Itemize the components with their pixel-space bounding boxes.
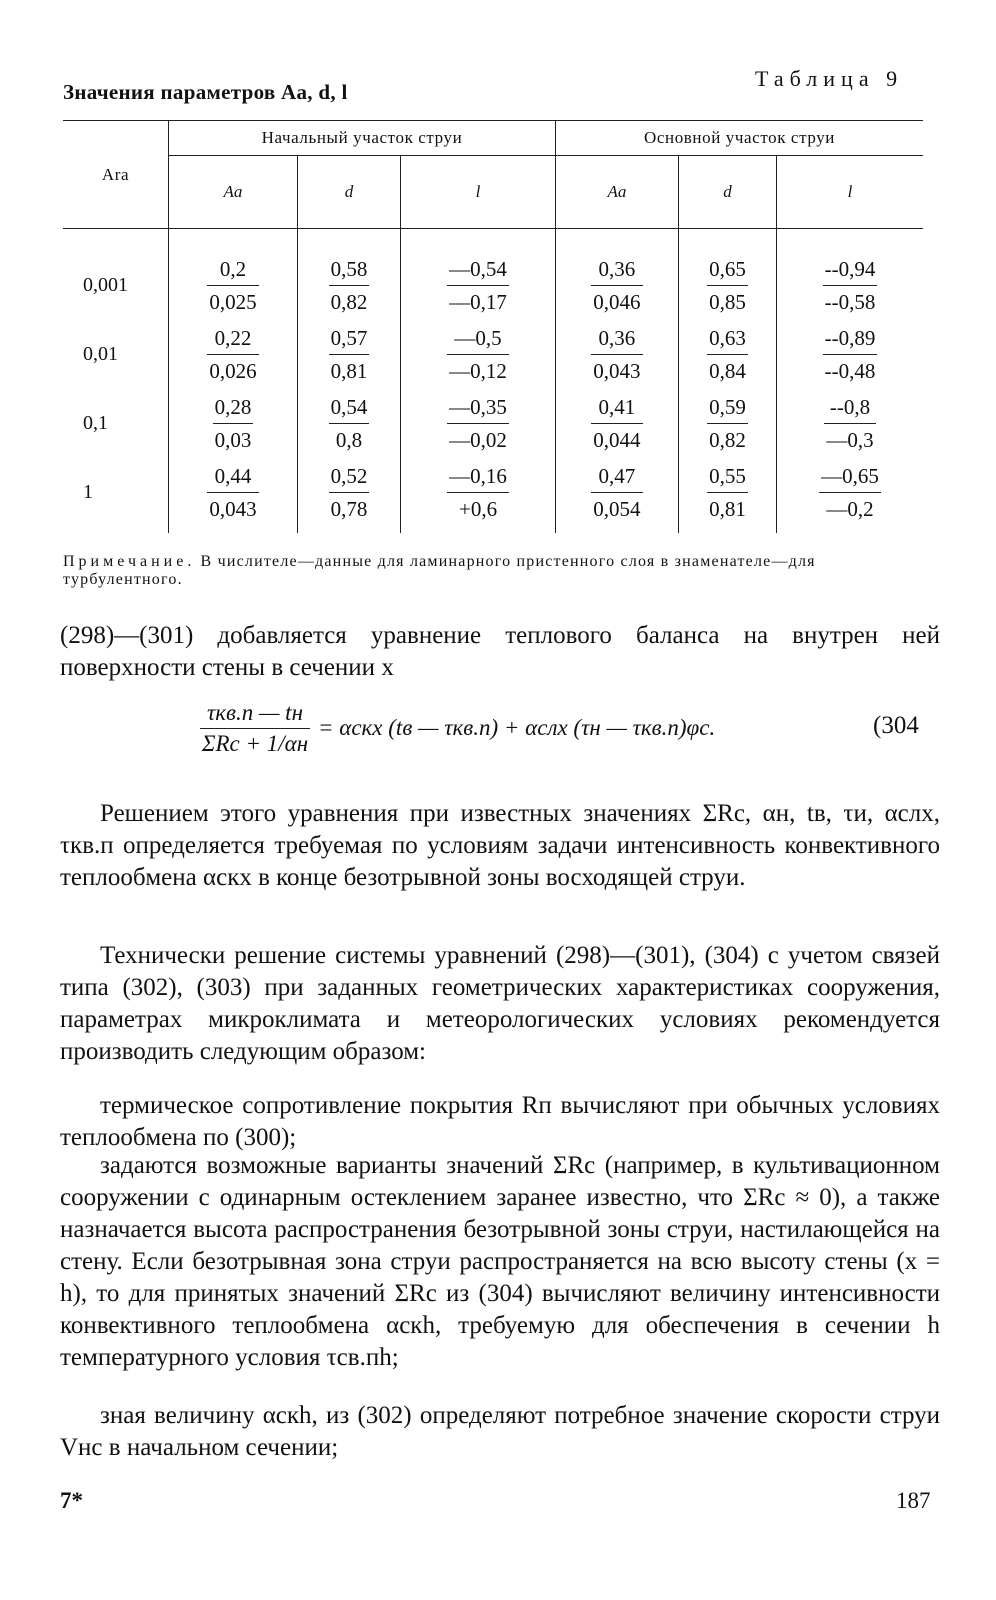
column-header: l xyxy=(401,156,556,229)
table-cell xyxy=(169,389,298,458)
equation-numerator: τкв.п — tн xyxy=(200,700,310,729)
fraction-value xyxy=(824,391,875,456)
page-number: 187 xyxy=(896,1488,931,1513)
turbulent-value: 0,82 xyxy=(330,290,368,314)
fraction-value xyxy=(591,460,642,525)
fraction-value xyxy=(207,322,258,387)
laminar-value: 0,36 xyxy=(591,253,642,286)
fraction-value xyxy=(329,460,370,525)
note-text: В числителе—данные для ламинарного пристенного слоя в знаменателе—для турбулентного. xyxy=(63,553,816,588)
ar-value: 0,001 xyxy=(83,274,128,296)
laminar-value: —0,65 xyxy=(819,460,881,493)
laminar-value: 0,47 xyxy=(591,460,642,493)
turbulent-value: —0,02 xyxy=(449,428,507,452)
turbulent-value: 0,046 xyxy=(593,290,641,314)
fraction-value xyxy=(707,253,748,318)
table-title: Значения параметров Aa, d, l xyxy=(63,80,348,104)
turbulent-value: —0,2 xyxy=(826,497,874,521)
column-header: d xyxy=(298,156,401,229)
table-cell xyxy=(556,389,679,458)
column-header: Aa xyxy=(169,156,298,229)
table-note xyxy=(63,553,923,589)
group-header-main: Основной участок струи xyxy=(556,121,924,156)
laminar-value: 0,44 xyxy=(207,460,258,493)
table-cell xyxy=(401,389,556,458)
fraction-value xyxy=(447,253,509,318)
fraction-value xyxy=(329,322,370,387)
table-cell xyxy=(401,320,556,389)
laminar-value: —0,5 xyxy=(447,322,509,355)
laminar-value: 0,57 xyxy=(329,322,370,355)
equation-number: (304 xyxy=(873,712,919,739)
paragraph: термическое сопротивление покрытия Rп вычисляют при обычных условиях теплообмена по (300); xyxy=(60,1092,940,1151)
table-cell xyxy=(678,389,776,458)
table-cell xyxy=(678,320,776,389)
parameters-table xyxy=(63,120,923,533)
laminar-value: 0,54 xyxy=(329,391,370,424)
fraction-value xyxy=(823,322,878,387)
table-row xyxy=(63,458,923,533)
turbulent-value: —0,3 xyxy=(826,428,874,452)
table-label: Таблица 9 xyxy=(755,66,904,91)
paragraph: Технически решение системы уравнений (298)—(301), (304) с учетом связей типа (302), (303) при заданных геометрических характеристиках сооружения, параметрах микроклимата и метеорологических условиях рекомендуется производить следующим образом: xyxy=(60,942,940,1065)
turbulent-value: --0,58 xyxy=(824,290,876,314)
column-header: l xyxy=(777,156,923,229)
fraction-value xyxy=(591,391,642,456)
ar-value: 1 xyxy=(83,481,93,503)
table-cell xyxy=(169,458,298,533)
table-row xyxy=(63,389,923,458)
turbulent-value: 0,054 xyxy=(593,497,641,521)
table-cell xyxy=(556,229,679,321)
table-cell xyxy=(169,229,298,321)
table-cell xyxy=(777,458,923,533)
turbulent-value: 0,84 xyxy=(709,359,746,383)
turbulent-value: 0,026 xyxy=(209,359,257,383)
table-cell xyxy=(401,229,556,321)
table-cell xyxy=(298,229,401,321)
laminar-value: --0,8 xyxy=(824,391,875,424)
table-cell xyxy=(777,320,923,389)
table-cell xyxy=(298,458,401,533)
fraction-value xyxy=(823,253,878,318)
laminar-value: 0,41 xyxy=(591,391,642,424)
column-header: Aa xyxy=(556,156,679,229)
table-cell xyxy=(556,320,679,389)
fraction-value xyxy=(707,460,748,525)
fraction-value xyxy=(447,460,509,525)
laminar-value: --0,94 xyxy=(823,253,878,286)
laminar-value: 0,36 xyxy=(591,322,642,355)
paragraph: задаются возможные варианты значений ΣRс (например, в культивационном сооружении с одинарным остеклением заранее известно, что ΣRс ≈ 0), а также назначается высота распространения безотрывной зоны струи, настилающейся на стену. Если безотрывная зона струи распространяется на всю высоту стены (x = h), то для принятых значений ΣRс из (304) вычисляют величину интенсивности конвективного теплообмена αскh, требуемую для обеспечения в сечении h температурного условия τсв.пh; xyxy=(60,1152,940,1371)
laminar-value: 0,63 xyxy=(707,322,748,355)
fraction-value xyxy=(447,391,509,456)
turbulent-value: 0,85 xyxy=(709,290,746,314)
laminar-value: --0,89 xyxy=(823,322,878,355)
table-cell xyxy=(678,458,776,533)
paragraph: Решением этого уравнения при известных значениях ΣRс, αн, tв, τи, αслx, τкв.п определяется требуемая по условиям задачи интенсивность конвективного теплообмена αскx в конце безотрывной зоны восходящей струи. xyxy=(60,800,940,891)
column-header: d xyxy=(678,156,776,229)
paragraph: (298)—(301) добавляется уравнение теплового баланса на внутрен ней поверхности стены в сечении x xyxy=(60,622,940,681)
turbulent-value: —0,12 xyxy=(449,359,507,383)
equation-denominator: ΣRс + 1/αн xyxy=(201,731,309,756)
fraction-value xyxy=(207,460,258,525)
laminar-value: 0,55 xyxy=(707,460,748,493)
equation-rhs: = αскx (tв — τкв.п) + αслx (τн — τкв.п)φс. xyxy=(318,715,716,740)
laminar-value: 0,65 xyxy=(707,253,748,286)
turbulent-value: —0,17 xyxy=(449,290,507,314)
turbulent-value: 0,043 xyxy=(209,497,257,521)
equation-fraction xyxy=(200,700,310,757)
table-row xyxy=(63,229,923,321)
laminar-value: 0,22 xyxy=(207,322,258,355)
paragraph: зная величину αскh, из (302) определяют потребное значение скорости струи Vнс в начальном сечении; xyxy=(60,1402,940,1461)
fraction-value xyxy=(591,322,642,387)
turbulent-value: 0,044 xyxy=(593,428,641,452)
table-cell xyxy=(678,229,776,321)
table-cell xyxy=(556,458,679,533)
fraction-value xyxy=(707,322,748,387)
row-header: Ara xyxy=(101,164,130,184)
laminar-value: —0,35 xyxy=(447,391,509,424)
group-header-initial: Начальный участок струи xyxy=(169,121,556,156)
table-cell xyxy=(777,389,923,458)
ar-value: 0,01 xyxy=(83,343,118,365)
fraction-value xyxy=(819,460,881,525)
turbulent-value: +0,6 xyxy=(458,497,498,521)
laminar-value: 0,58 xyxy=(329,253,370,286)
note-title: Примечание. xyxy=(63,553,196,570)
table-cell xyxy=(169,320,298,389)
fraction-value xyxy=(707,391,748,456)
laminar-value: 0,28 xyxy=(213,391,254,424)
turbulent-value: 0,025 xyxy=(209,290,257,314)
laminar-value: —0,54 xyxy=(447,253,509,286)
turbulent-value: 0,81 xyxy=(330,359,368,383)
laminar-value: 0,59 xyxy=(707,391,748,424)
laminar-value: —0,16 xyxy=(447,460,509,493)
fraction-value xyxy=(447,322,509,387)
ar-value: 0,1 xyxy=(83,412,108,434)
fraction-value xyxy=(207,253,258,318)
table-row xyxy=(63,320,923,389)
turbulent-value: 0,82 xyxy=(709,428,746,452)
laminar-value: 0,2 xyxy=(207,253,258,286)
turbulent-value: --0,48 xyxy=(824,359,876,383)
table-cell xyxy=(777,229,923,321)
turbulent-value: 0,81 xyxy=(709,497,746,521)
table-cell xyxy=(298,389,401,458)
table-cell xyxy=(401,458,556,533)
fraction-value xyxy=(591,253,642,318)
turbulent-value: 0,03 xyxy=(214,428,252,452)
turbulent-value: 0,8 xyxy=(335,428,363,452)
fraction-value xyxy=(329,391,370,456)
table-cell xyxy=(298,320,401,389)
fraction-value xyxy=(213,391,254,456)
signature-mark: 7* xyxy=(60,1488,83,1513)
laminar-value: 0,52 xyxy=(329,460,370,493)
turbulent-value: 0,043 xyxy=(593,359,641,383)
turbulent-value: 0,78 xyxy=(330,497,368,521)
fraction-value xyxy=(329,253,370,318)
